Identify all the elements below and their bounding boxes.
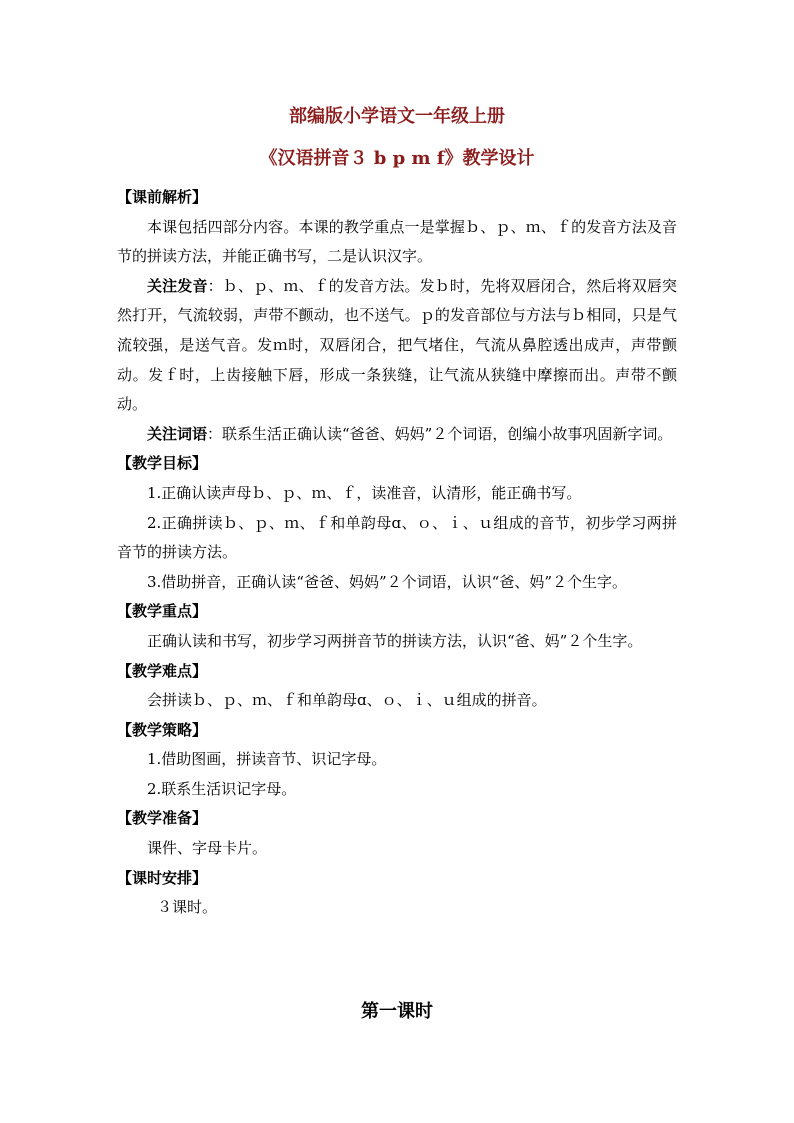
strategy-item-2: 2.联系生活识记字母。 <box>147 779 297 798</box>
heading-schedule: 【课时安排】 <box>117 868 208 887</box>
vocabulary-lead: 关注词语 <box>147 424 208 443</box>
preview-paragraph-2 <box>117 272 677 420</box>
key-points-text: 正确认读和书写，初步学习两拼音节的拼读方法，认识“爸、妈”２个生字。 <box>147 631 643 650</box>
goal-item-1: 1.正确认读声母ｂ、ｐ、ｍ、ｆ，读准音，认清形，能正确书写。 <box>147 483 582 502</box>
pronunciation-text: ：ｂ、ｐ、ｍ、ｆ的发音方法。发ｂ时，先将双唇闭合，然后将双唇突然打开，气流较弱，声带不颤动，也不送气。ｐ的发音部位与方法与ｂ相同，只是气流较强，是送气音。发ｍ时，双唇闭合，把气堵住，气流从鼻腔透出成声，声带颤动。发ｆ时，上齿接触下唇，形成一条狭缝，让气流从狭缝中摩擦而出。声带不颤动。 <box>117 276 677 414</box>
goal-item-3: 3.借助拼音，正确认读“爸爸、妈妈”２个词语，认识“爸、妈”２个生字。 <box>147 572 627 591</box>
strategy-item-1: 1.借助图画，拼读音节、识记字母。 <box>147 750 387 769</box>
section-title-first-lesson: 第一课时 <box>361 1001 433 1022</box>
heading-preparation: 【教学准备】 <box>117 809 208 828</box>
document-body <box>117 183 677 923</box>
heading-key-points: 【教学重点】 <box>117 602 208 621</box>
heading-preview: 【课前解析】 <box>117 188 208 206</box>
difficulties-text: 会拼读ｂ、ｐ、ｍ、ｆ和单韵母ɑ、ｏ、ｉ、ｕ组成的拼音。 <box>147 691 547 710</box>
preparation-text: 课件、字母卡片。 <box>147 839 268 858</box>
heading-strategies: 【教学策略】 <box>117 720 208 739</box>
document-title-line2: 《汉语拼音３ b p m f》教学设计 <box>259 148 535 169</box>
schedule-text: ３课时。 <box>157 898 218 917</box>
heading-goals: 【教学目标】 <box>117 454 208 473</box>
goal-item-2: 2.正确拼读ｂ、ｐ、ｍ、ｆ和单韵母ɑ、ｏ、ｉ、ｕ组成的音节，初步学习两拼音节的拼读方法。 <box>117 513 677 562</box>
heading-difficulties: 【教学难点】 <box>117 661 208 680</box>
preview-paragraph-1: 本课包括四部分内容。本课的教学重点一是掌握ｂ、ｐ、ｍ、ｆ的发音方法及音节的拼读方法，并能正确书写，二是认识汉字。 <box>117 217 677 266</box>
preview-paragraph-3 <box>117 420 677 450</box>
pronunciation-lead: 关注发音 <box>147 276 208 295</box>
vocabulary-text: ：联系生活正确认读“爸爸、妈妈”２个词语，创编小故事巩固新字词。 <box>207 424 673 443</box>
document-title-line1: 部编版小学语文一年级上册 <box>289 106 505 127</box>
